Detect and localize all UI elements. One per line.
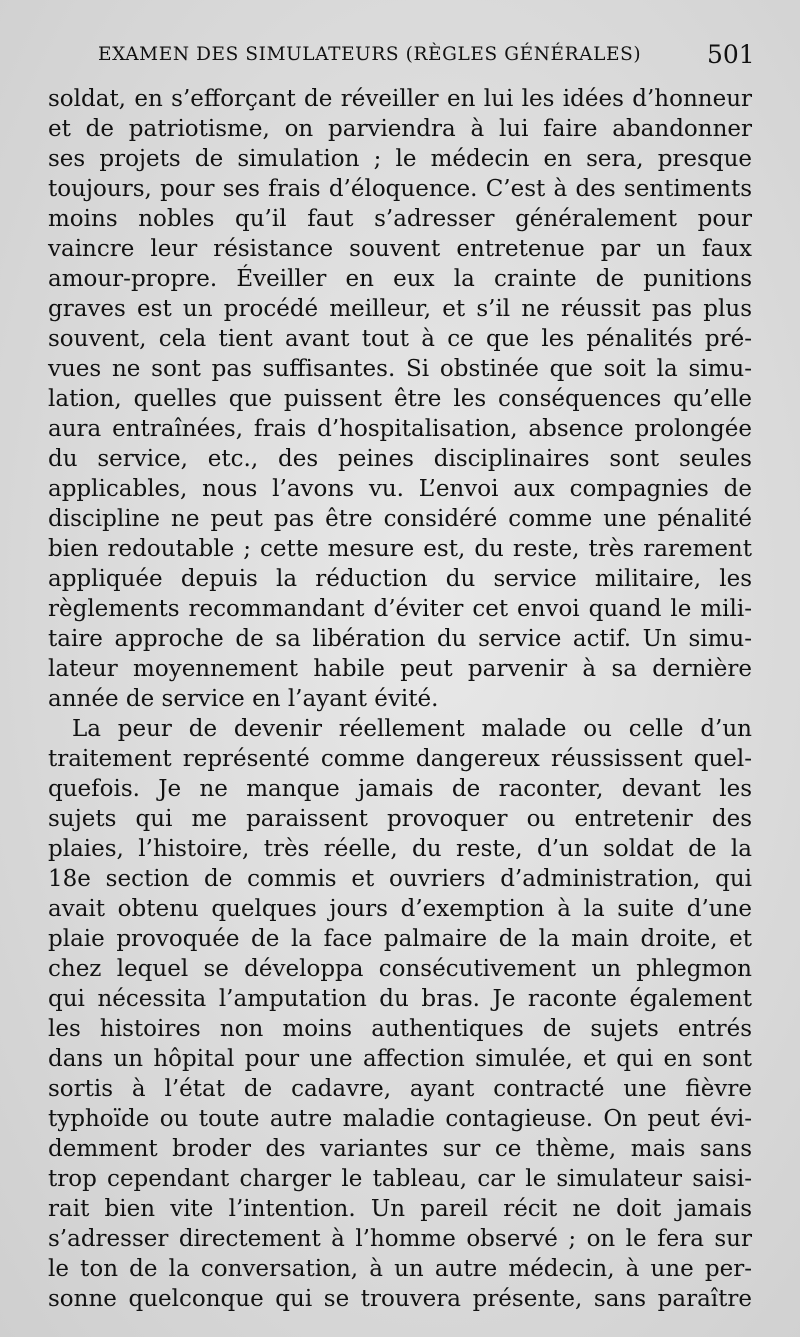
text-line: lateur moyennement habile peut parvenir à sa dernière (48, 656, 752, 682)
text-line: demment broder des variantes sur ce thème, mais sans (48, 1136, 752, 1162)
text-line: et de patriotisme, on parviendra à lui faire abandonner (48, 116, 752, 142)
text-line: souvent, cela tient avant tout à ce que les pénalités pré- (48, 326, 752, 352)
text-line: discipline ne peut pas être considéré comme une pénalité (48, 506, 752, 532)
text-line: les histoires non moins authentiques de sujets entrés (48, 1016, 752, 1042)
text-line: 18e section de commis et ouvriers d’administration, qui (48, 866, 752, 892)
text-line: vues ne sont pas suffisantes. Si obstinée que soit la simu- (48, 356, 752, 382)
text-line: sortis à l’état de cadavre, ayant contracté une fièvre (48, 1076, 752, 1102)
text-line: applicables, nous l’avons vu. L’envoi aux compagnies de (48, 476, 752, 502)
text-line: chez lequel se développa consécutivement un phlegmon (48, 956, 752, 982)
text-line: qui nécessita l’amputation du bras. Je raconte également (48, 986, 752, 1012)
text-line: graves est un procédé meilleur, et s’il ne réussit pas plus (48, 296, 752, 322)
text-line: règlements recommandant d’éviter cet envoi quand le mili- (48, 596, 752, 622)
text-line: amour-propre. Éveiller en eux la crainte de punitions (48, 266, 752, 292)
text-line: le ton de la conversation, à un autre médecin, à une per- (48, 1256, 752, 1282)
text-line: toujours, pour ses frais d’éloquence. C’est à des sentiments (48, 176, 752, 202)
text-line: s’adresser directement à l’homme observé ; on le fera sur (48, 1226, 752, 1252)
text-line: quefois. Je ne manque jamais de raconter, devant les (48, 776, 752, 802)
text-line: soldat, en s’efforçant de réveiller en lui les idées d’honneur (48, 86, 752, 112)
text-line: plaie provoquée de la face palmaire de la main droite, et (48, 926, 752, 952)
paragraph-first-line: La peur de devenir réellement malade ou celle d’un (72, 716, 752, 742)
page-number: 501 (707, 40, 755, 69)
text-line: sonne quelconque qui se trouvera présente, sans paraître (48, 1286, 752, 1312)
text-line: avait obtenu quelques jours d’exemption à la suite d’une (48, 896, 752, 922)
text-line: moins nobles qu’il faut s’adresser généralement pour (48, 206, 752, 232)
text-line: vaincre leur résistance souvent entretenue par un faux (48, 236, 752, 262)
running-title: EXAMEN DES SIMULATEURS (RÈGLES GÉNÉRALES) (98, 44, 642, 65)
text-line: sujets qui me paraissent provoquer ou entretenir des (48, 806, 752, 832)
text-line: plaies, l’histoire, très réelle, du reste, d’un soldat de la (48, 836, 752, 862)
text-line: lation, quelles que puissent être les conséquences qu’elle (48, 386, 752, 412)
paragraph-end-line: année de service en l’ayant évité. (48, 686, 439, 712)
text-line: du service, etc., des peines disciplinaires sont seules (48, 446, 752, 472)
text-line: bien redoutable ; cette mesure est, du reste, très rarement (48, 536, 752, 562)
text-line: traitement représenté comme dangereux réussissent quel- (48, 746, 752, 772)
page-header (0, 40, 800, 74)
text-line: taire approche de sa libération du service actif. Un simu- (48, 626, 752, 652)
text-line: trop cependant charger le tableau, car le simulateur saisi- (48, 1166, 752, 1192)
text-line: typhoïde ou toute autre maladie contagieuse. On peut évi- (48, 1106, 752, 1132)
text-line: dans un hôpital pour une affection simulée, et qui en sont (48, 1046, 752, 1072)
text-line: appliquée depuis la réduction du service militaire, les (48, 566, 752, 592)
text-line: aura entraînées, frais d’hospitalisation, absence prolongée (48, 416, 752, 442)
text-line: ses projets de simulation ; le médecin en sera, presque (48, 146, 752, 172)
text-line: rait bien vite l’intention. Un pareil récit ne doit jamais (48, 1196, 752, 1222)
